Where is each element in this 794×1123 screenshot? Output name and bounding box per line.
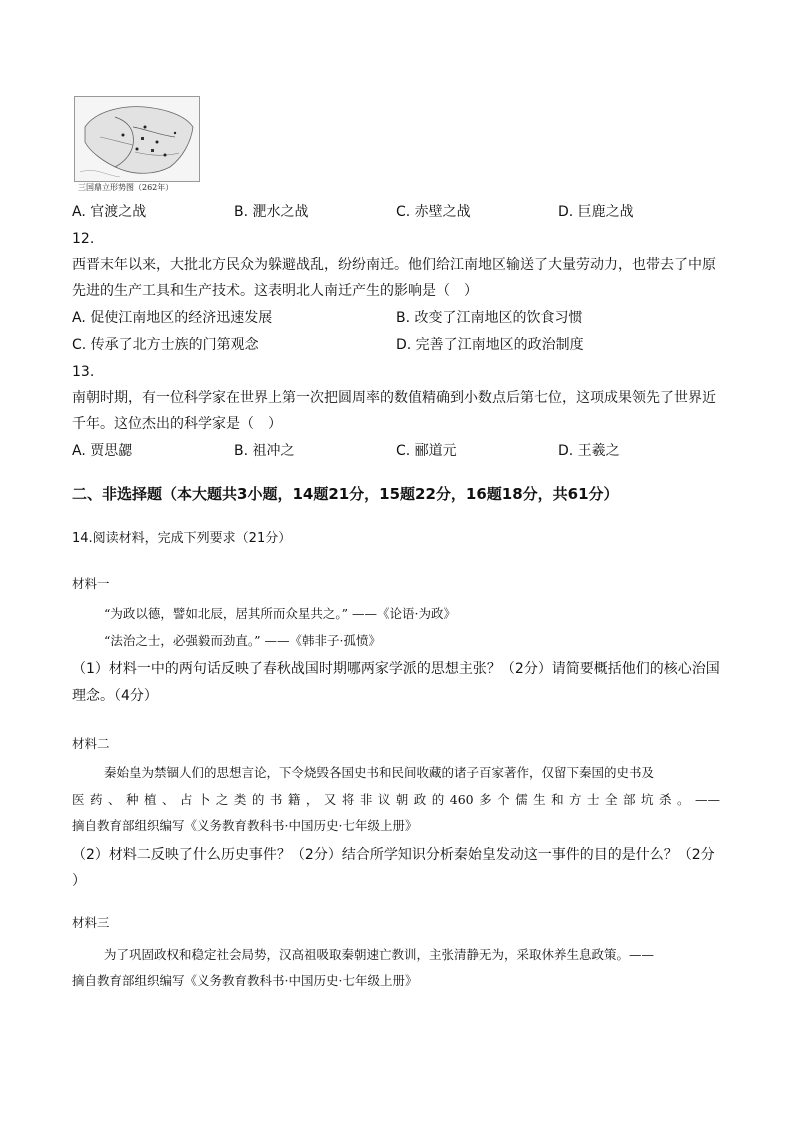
- material-2-line1: 秦始皇为禁锢人们的思想言论，下令烧毁各国史书和民间收藏的诸子百家著作，仅留下秦国的史书及: [104, 765, 655, 780]
- q13-option-d: D. 王羲之: [558, 443, 620, 459]
- material-2-source: 摘自教育部组织编写《义务教育教科书·中国历史·七年级上册》: [72, 818, 418, 833]
- material-3-line1: 为了巩固政权和稳定社会局势，汉高祖吸取秦朝速亡教训，主张清静无为，采取休养生息政策。——: [104, 947, 655, 962]
- q11-option-a: A. 官渡之战: [72, 204, 147, 220]
- q13-number: 13.: [72, 364, 95, 380]
- q12-number: 12.: [72, 231, 95, 247]
- material-2-label: 材料二: [72, 736, 110, 751]
- q11-option-c: C. 赤壁之战: [396, 204, 471, 220]
- q13-stem-line2: 千年。这位杰出的科学家是（ ）: [72, 416, 282, 432]
- q12-option-c: C. 传承了北方士族的门第观念: [72, 337, 259, 353]
- question-2-line1: （2）材料二反映了什么历史事件？（2分）结合所学知识分析秦始皇发动这一事件的目的是什么？（2分: [72, 847, 715, 863]
- map-caption: 三国鼎立形势图（262年）: [78, 183, 174, 192]
- q12-option-d: D. 完善了江南地区的政治制度: [396, 337, 584, 353]
- material-1-quote-1: “为政以德，譬如北辰，居其所而众星共之。” ——《论语·为政》: [104, 606, 456, 621]
- q13-option-b: B. 祖冲之: [234, 443, 295, 459]
- material-2-line2: 医药、种植、占卜之类的书籍，又将非议朝政的460多个儒生和方士全部坑杀。——: [72, 792, 720, 807]
- three-kingdoms-map: [74, 96, 200, 182]
- q13-stem-line1: 南朝时期，有一位科学家在世界上第一次把圆周率的数值精确到小数点后第七位，这项成果领先了世界近: [72, 390, 716, 406]
- section-heading: 二、非选择题（本大题共3小题，14题21分，15题22分，16题18分，共61分）: [72, 485, 619, 503]
- material-3-label: 材料三: [72, 915, 110, 930]
- q12-option-b: B. 改变了江南地区的饮食习惯: [396, 310, 583, 326]
- material-1-quote-2: “法治之士，必强毅而劲直。” ——《韩非子·孤愤》: [104, 633, 381, 648]
- material-3-source: 摘自教育部组织编写《义务教育教科书·中国历史·七年级上册》: [72, 973, 418, 988]
- q11-option-b: B. 淝水之战: [234, 204, 309, 220]
- q11-option-d: D. 巨鹿之战: [558, 204, 634, 220]
- question-1-line2: 理念。（4分）: [72, 688, 158, 704]
- question-1-line1: （1）材料一中的两句话反映了春秋战国时期哪两家学派的思想主张？（2分）请简要概括他们的核心治国: [72, 661, 720, 677]
- q14-intro: 14.阅读材料，完成下列要求（21分）: [72, 531, 292, 546]
- q13-option-a: A. 贾思勰: [72, 443, 133, 459]
- q12-stem-line1: 西晋末年以来，大批北方民众为躲避战乱，纷纷南迁。他们给江南地区输送了大量劳动力，也带去了中原: [72, 257, 716, 273]
- map-icon: [75, 97, 199, 181]
- material-1-label: 材料一: [72, 576, 110, 591]
- q12-option-a: A. 促使江南地区的经济迅速发展: [72, 310, 273, 326]
- question-2-line2: ）: [72, 873, 86, 889]
- q12-stem-line2: 先进的生产工具和生产技术。这表明北人南迁产生的影响是（ ）: [72, 283, 478, 299]
- q13-option-c: C. 郦道元: [396, 443, 457, 459]
